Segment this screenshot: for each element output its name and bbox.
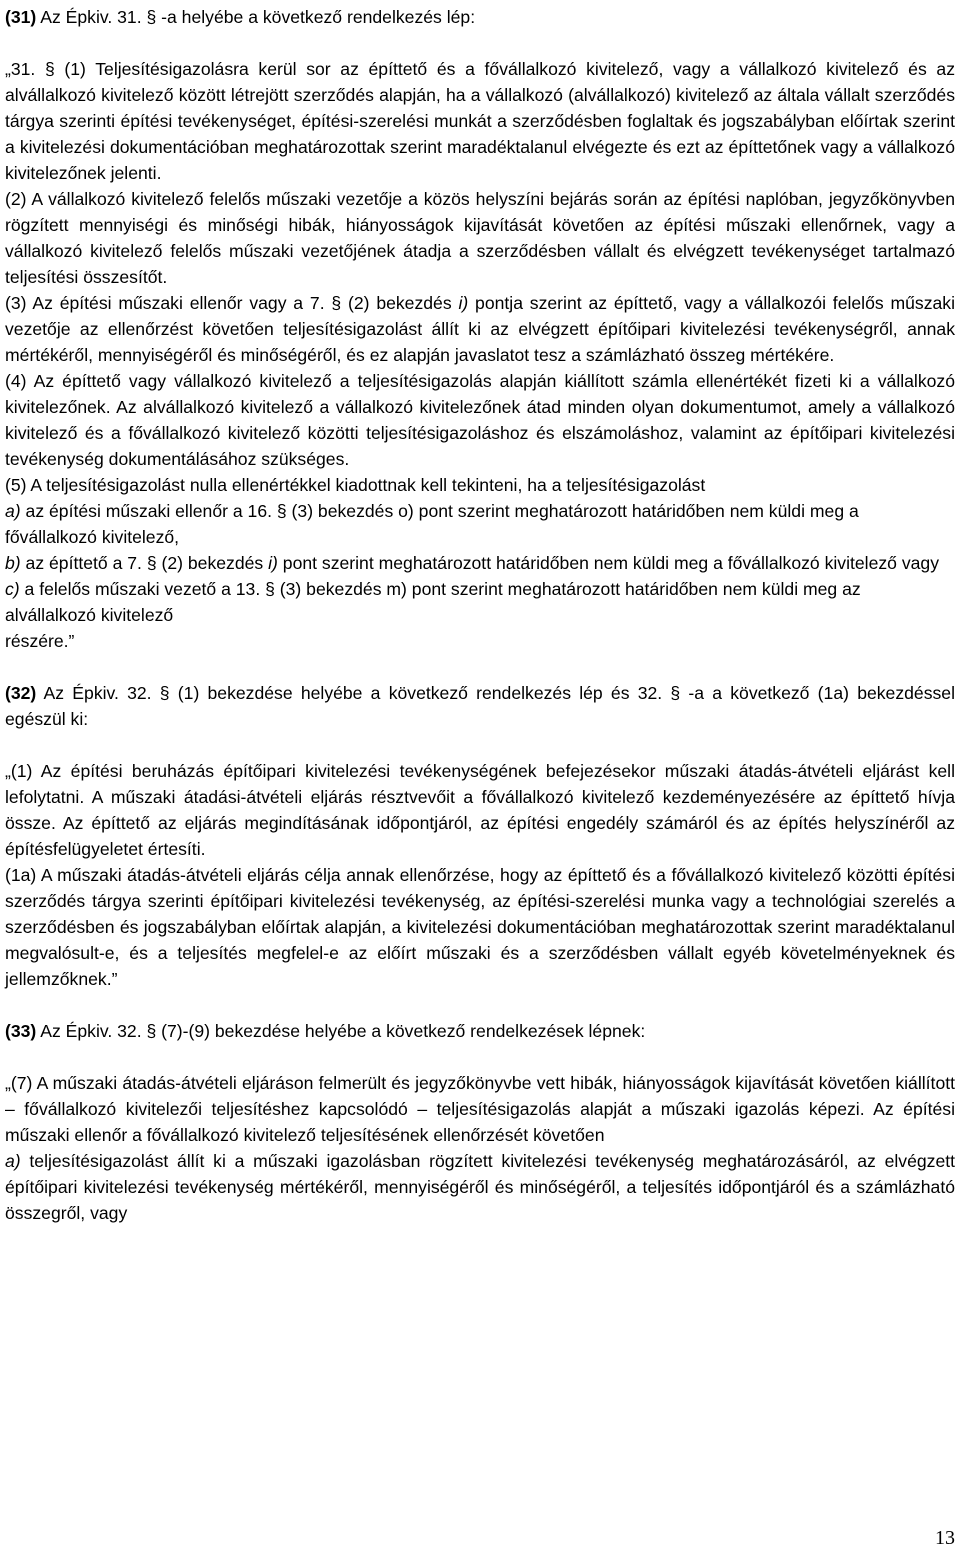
s33-paragraph-7: „(7) A műszaki átadás-átvételi eljáráson felmerült és jegyzőkönyvbe vett hibák, hiányosságok kijavítását követően kiállított – fővállalkozó kivitelezői teljesítéshez kapcsolódó – teljesítésigazolás alapját a műszaki igazolás képezi. Az építési műszaki ellenőr a fővállalkozó kivitelező teljesítésének ellenőrzését követően bbox=[5, 1073, 955, 1145]
page-number: 13 bbox=[935, 1527, 955, 1549]
section-33-number: (33) bbox=[5, 1021, 37, 1041]
s32-paragraph-1: „(1) Az építési beruházás építőipari kivitelezési tevékenységének befejezésekor műszaki átadás-átvételi eljárást kell lefolytatni. A műszaki átadási-átvételi eljárás résztvevőit a fővállalkozó kivitelező kezdeményezésére az építtető hívja össze. Az építtető az eljárás megindításának időpontjáról, az építési engedély számáról és az építés helyszínéről az építésfelügyeletet értesíti. bbox=[5, 761, 955, 859]
section-33-heading bbox=[5, 1018, 955, 1044]
section-32-heading bbox=[5, 680, 955, 732]
section-32-number: (32) bbox=[5, 683, 37, 703]
s31-point-a: a) az építési műszaki ellenőr a 16. § (3) bekezdés o) pont szerint meghatározott határidőben nem küldi meg a fővállalkozó kivitelező, bbox=[5, 501, 859, 547]
s31-point-c: c) a felelős műszaki vezető a 13. § (3) bekezdés m) pont szerint meghatározott határidőben nem küldi meg az alvállalkozó kivitelező bbox=[5, 579, 861, 625]
section-31-heading-text: Az Épkiv. 31. § -a helyébe a következő rendelkezés lép: bbox=[36, 7, 476, 27]
s32-paragraph-1a: (1a) A műszaki átadás-átvételi eljárás célja annak ellenőrzése, hogy az építtető és a fővállalkozó kivitelező közötti építési szerződés tárgya szerinti építőipari kivitelezési tevékenység, az építési-szerelési munka vagy a technológiai szerelés a szerződésben és jogszabályban előírtak alapján, a kivitelezési dokumentációban meghatározottak szerint maradéktalanul megvalósult-e, és a teljesítés megfelel-e az előírt műszaki és a szerződésben vállalt egyéb követelményeknek és jellemzőknek.” bbox=[5, 865, 955, 989]
section-31-heading bbox=[5, 4, 955, 30]
s31-closing: részére.” bbox=[5, 631, 75, 651]
section-33-heading-text: Az Épkiv. 32. § (7)-(9) bekezdése helyébe a következő rendelkezések lépnek: bbox=[36, 1021, 646, 1041]
s31-paragraph-4: (4) Az építtető vagy vállalkozó kivitelező a teljesítésigazolás alapján kiállított számla ellenértékét fizeti ki a vállalkozó kivitelezőnek. Az alvállalkozó kivitelező a vállalkozó kivitelezőnek átad minden olyan dokumentumot, amely a vállalkozó kivitelező és a fővállalkozó kivitelező közötti teljesítésigazoláshoz és elszámoláshoz, valamint az építőipari kivitelezési tevékenység dokumentálásához szükséges. bbox=[5, 371, 955, 469]
s31-paragraph-3: (3) Az építési műszaki ellenőr vagy a 7. § (2) bekezdés i) pontja szerint az építtető, vagy a vállalkozói felelős műszaki vezetője az ellenőrzést követően teljesítésigazolást állít ki az elvégzett építőipari kivitelezési tevékenységről, annak mértékéről, mennyiségéről és minőségéről, és ez alapján javaslatot tesz a számlázható összeg mértékére. bbox=[5, 293, 955, 365]
s31-paragraph-2: (2) A vállalkozó kivitelező felelős műszaki vezetője a közös helyszíni bejárás során az építési naplóban, jegyzőkönyvben rögzített mennyiségi és minőségi hibák, hiányosságok kijavítását követően az építési műszaki ellenőrnek, vagy a vállalkozó kivitelező felelős műszaki vezetőjének átadja a szerződésben vállalt és elvégzett tevékenységet tartalmazó teljesítési összesítőt. bbox=[5, 189, 955, 287]
s31-point-b: b) az építtető a 7. § (2) bekezdés i) pont szerint meghatározott határidőben nem küldi meg a fővállalkozó kivitelező vagy bbox=[5, 553, 939, 573]
s31-paragraph-5: (5) A teljesítésigazolást nulla ellenértékkel kiadottnak kell tekinteni, ha a teljesítésigazolást bbox=[5, 475, 706, 495]
section-32-heading-text: Az Épkiv. 32. § (1) bekezdése helyébe a következő rendelkezés lép és 32. § -a a következő (1a) bekezdéssel egészül ki: bbox=[5, 683, 955, 729]
section-31-number: (31) bbox=[5, 7, 37, 27]
s33-point-a: a) teljesítésigazolást állít ki a műszaki igazolásban rögzített kivitelezési tevékenység meghatározásáról, az elvégzett építőipari kivitelezési tevékenység mértékéről, mennyiségéről és minőségéről, a teljesítés időpontjáról és a számlázható összegről, vagy bbox=[5, 1151, 955, 1223]
s31-paragraph-1: „31. § (1) Teljesítésigazolásra kerül sor az építtető és a fővállalkozó kivitelező, vagy a vállalkozó kivitelező és az alvállalkozó kivitelező között létrejött szerződés alapján, ha a vállalkozó (alvállalkozó) kivitelező az általa vállalt szerződés tárgya szerinti építési tevékenységet, építési-szerelési munkát a szerződésben foglaltak és jogszabályban előírtak szerint a kivitelezési dokumentációban meghatározottak szerint maradéktalanul elvégezte és ezt az építtetőnek vagy a vállalkozó kivitelezőnek jelenti. bbox=[5, 59, 955, 183]
